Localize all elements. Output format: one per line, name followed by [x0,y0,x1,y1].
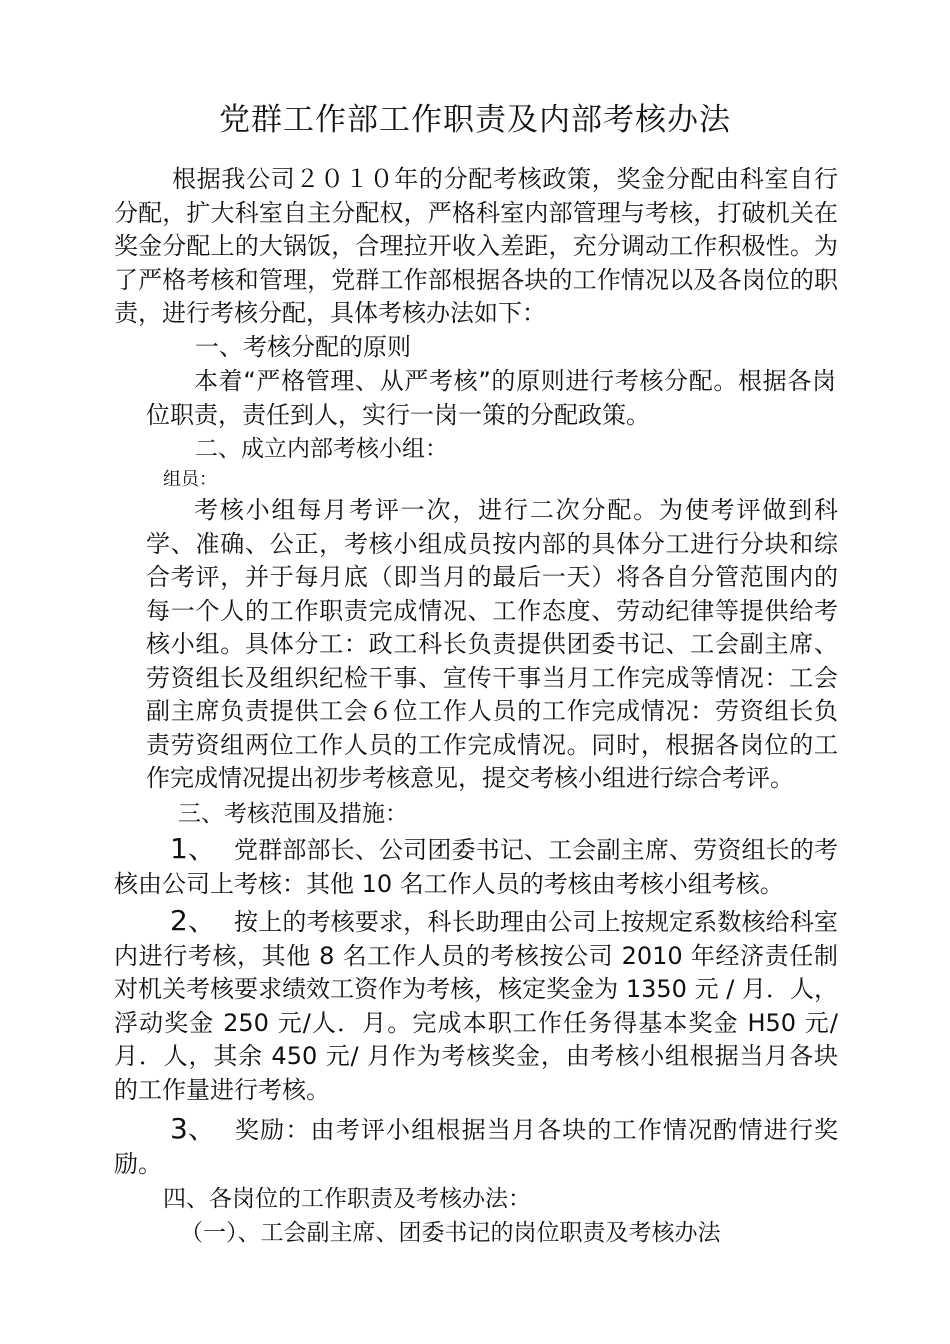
section-4-heading: 四、各岗位的工作职责及考核办法： [163,1186,531,1212]
section-1-heading: 一、考核分配的原则 [195,333,411,361]
section-3-item-2 [114,904,838,1107]
intro-paragraph: 根据我公司２０１０年的分配考核政策，奖金分配由科室自行分配，扩大科室自主分配权，严格科室内部管理与考核，打破机关在奖金分配上的大锅饭，合理拉开收入差距，充分调动工作积极性。为了严格考核和管理，党群工作部根据各块的工作情况以及各岗位的职责，进行考核分配，具体考核办法如下： [114,165,838,327]
section-2-heading: 二、成立内部考核小组： [195,436,448,462]
section-2-body: 考核小组每月考评一次，进行二次分配。为使考评做到科学、准确、公正，考核小组成员按内部的具体分工进行分块和综合考评，并于每月底（即当月的最后一天）将各自分管范围内的每一个人的工作职责完成情况、工作态度、劳动纪律等提供给考核小组。具体分工：政工科长负责提供团委书记、工会副主席、劳资组长及组织纪检干事、宣传干事当月工作完成等情况：工会副主席负责提供工会６位工作人员的工作完成情况：劳资组长负责劳资组两位工作人员的工作完成情况。同时，根据各岗位的工作完成情况提出初步考核意见，提交考核小组进行综合考评。 [146,496,838,792]
item-number: 2、 [170,904,216,937]
section-4-subheading: （一）、工会副主席、团委书记的岗位职责及考核办法 [180,1220,721,1246]
item-text: 党群部部长、公司团委书记、工会副主席、劳资组长的考核由公司上考核：其他 10 名工作人员的考核由考核小组考核。 [114,836,838,898]
document-title: 党群工作部工作职责及内部考核办法 [219,102,731,138]
section-3-heading: 三、考核范围及措施： [178,801,408,827]
item-number: 3、 [170,1112,216,1145]
section-1-body: 本着“严格管理、从严考核”的原则进行考核分配。根据各岗位职责，责任到人，实行一岗一策的分配政策。 [146,367,836,429]
item-number: 1、 [170,832,216,865]
section-3-item-1 [114,832,838,901]
members-label: 组员： [163,469,217,490]
section-3-item-3 [114,1112,838,1181]
item-text: 奖励：由考评小组根据当月各块的工作情况酌情进行奖励。 [114,1116,838,1178]
item-text: 按上的考核要求，科长助理由公司上按规定系数核给科室内进行考核，其他 8 名工作人员的考核按公司 2010 年经济责任制对机关考核要求绩效工资作为考核，核定奖金为 1350 元 / 月．人，浮动奖金 250 元/人．月。完成本职工作任务得基本奖金 H50 元/月．人，其余 450 元/ 月作为考核奖金，由考核小组根据当月各块的工作量进行考核。 [114,908,838,1104]
